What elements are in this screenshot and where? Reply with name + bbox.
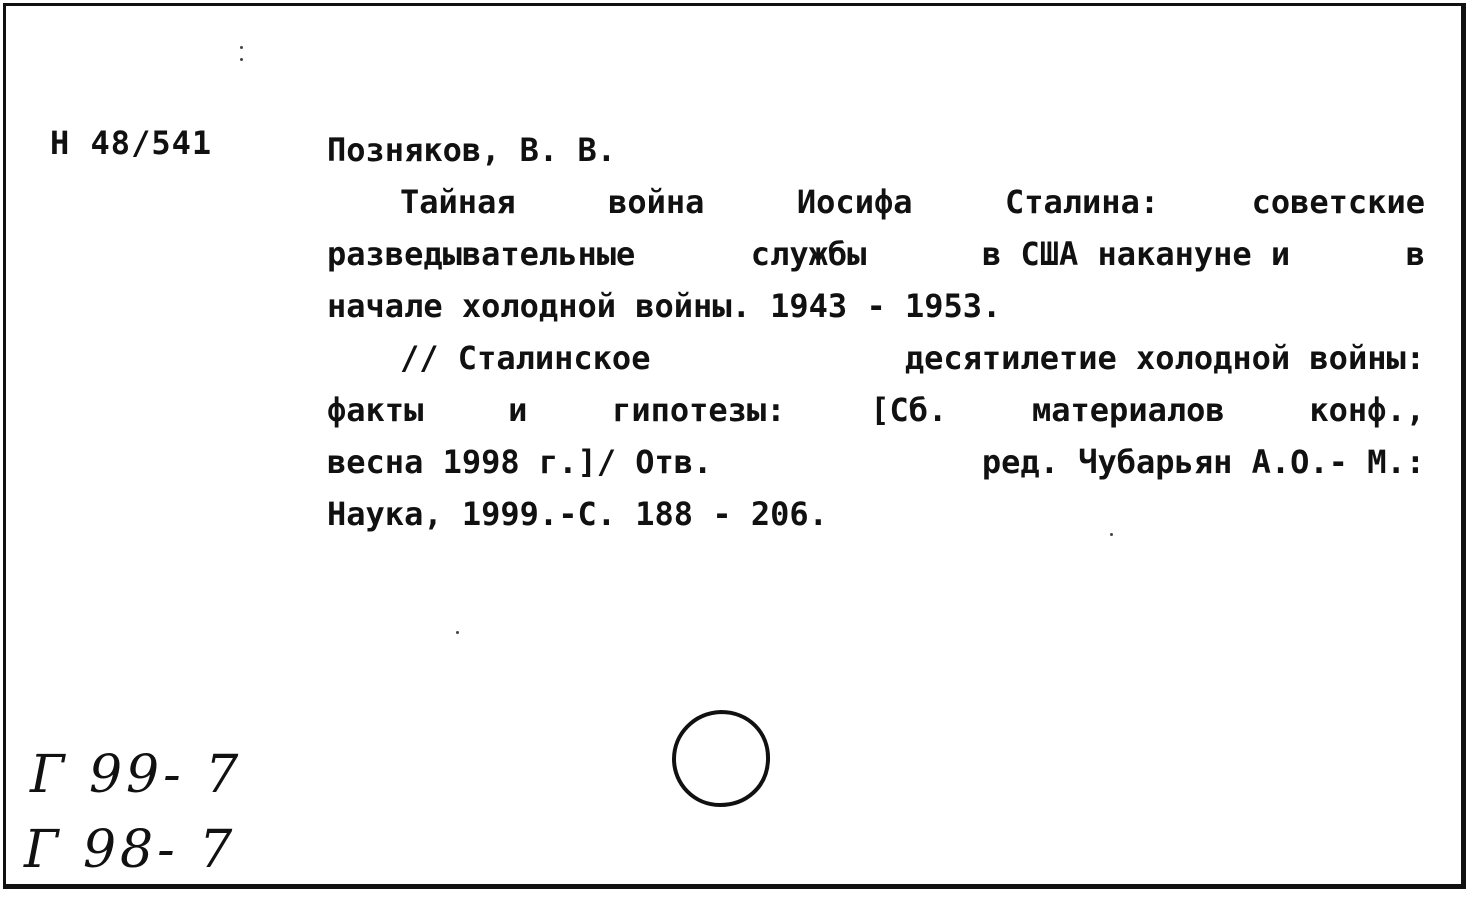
bibliographic-entry — [327, 124, 1425, 540]
title-word: Сталина: — [1004, 183, 1160, 221]
title-line-3: начале холодной войны. 1943 - 1953. — [327, 287, 1002, 325]
title-word: в США накануне и — [981, 235, 1291, 273]
title-word: война — [608, 183, 705, 221]
call-number: Н 48/541 — [50, 124, 213, 162]
handwritten-note: Г 99- 7 — [30, 745, 243, 805]
title-line-2 — [327, 228, 1425, 280]
speck — [240, 46, 243, 49]
source-word: факты — [327, 391, 424, 429]
source-line-3 — [327, 436, 1425, 488]
title-word: советские — [1251, 183, 1425, 221]
source-word: [Сб. — [870, 391, 948, 429]
source-word: // Сталинское — [400, 339, 651, 377]
source-line-1 — [327, 332, 1425, 384]
source-word: конф., — [1309, 391, 1425, 429]
source-word: весна 1998 г.]/ Отв. — [327, 443, 713, 481]
source-word: ред. Чубарьян А.О.- М.: — [981, 443, 1425, 481]
source-line-2 — [327, 384, 1425, 436]
title-word: в — [1405, 235, 1425, 273]
author: Позняков, В. В. — [327, 131, 616, 169]
source-word: материалов — [1031, 391, 1225, 429]
source-word: гипотезы: — [612, 391, 786, 429]
source-word: и — [508, 391, 528, 429]
handwritten-note: Г 98- 7 — [24, 820, 237, 880]
title-word: Тайная — [400, 183, 516, 221]
punch-hole-icon — [666, 704, 776, 814]
speck — [456, 631, 459, 634]
speck — [240, 58, 243, 61]
source-word: десятилетие холодной войны: — [904, 339, 1425, 377]
title-word: службы — [750, 235, 867, 273]
title-word: разведывательные — [327, 235, 636, 273]
source-line-4: Наука, 1999.-С. 188 - 206. — [327, 495, 828, 533]
title-line-1 — [327, 176, 1425, 228]
title-word: Иосифа — [796, 183, 913, 221]
